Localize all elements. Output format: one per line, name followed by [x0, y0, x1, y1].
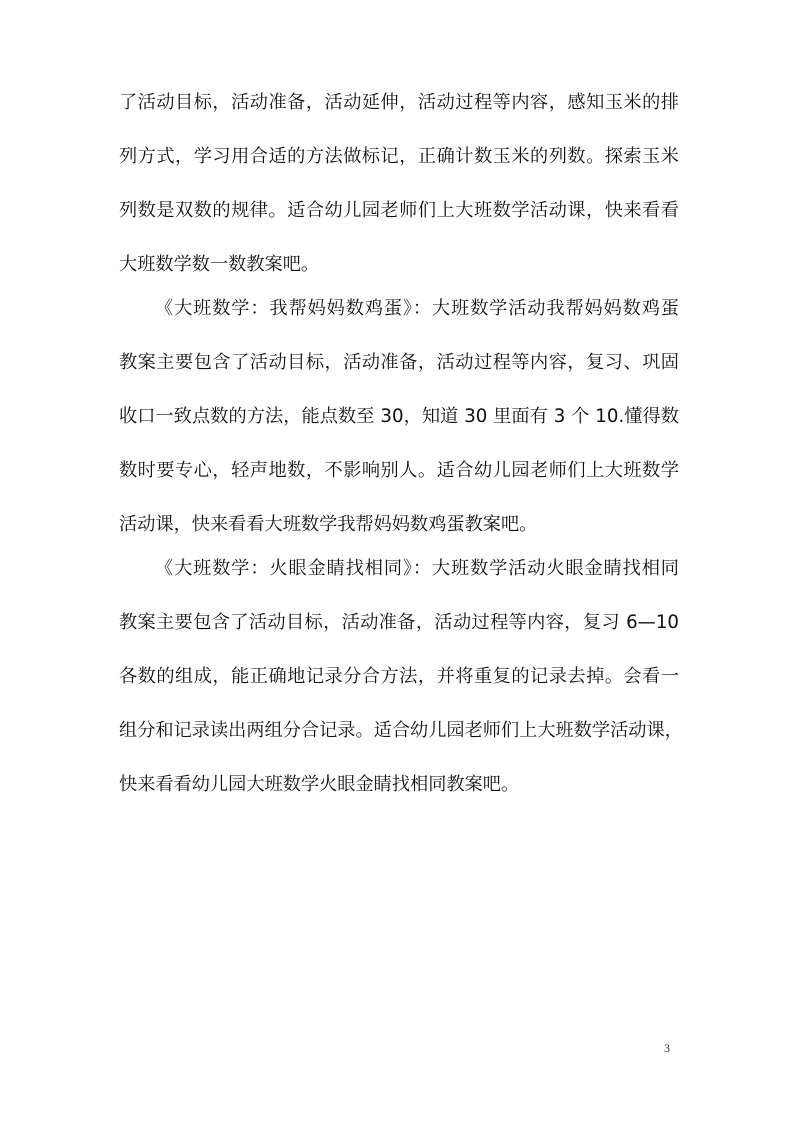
- paragraph-1-line-1: 了活动目标，活动准备，活动延伸，活动过程等内容，感知玉米的排: [119, 92, 679, 113]
- paragraph-3-line-1: 《大班数学：火眼金睛找相同》：大班数学活动火眼金睛找相同: [155, 558, 679, 579]
- paragraph-3-line-5: 快来看看幼儿园大班数学火眼金睛找相同教案吧。: [119, 774, 520, 795]
- paragraph-3-line-2: 教案主要包含了活动目标，活动准备，活动过程等内容，复习 6—10: [119, 612, 679, 633]
- paragraph-1-line-3: 列数是双数的规律。适合幼儿园老师们上大班数学活动课，快来看看: [119, 200, 679, 221]
- paragraph-2-line-2: 教案主要包含了活动目标，活动准备，活动过程等内容，复习、巩固: [119, 352, 679, 373]
- paragraph-2-line-1: 《大班数学：我帮妈妈数鸡蛋》：大班数学活动我帮妈妈数鸡蛋: [155, 298, 679, 319]
- paragraph-3-line-3: 各数的组成，能正确地记录分合方法，并将重复的记录去掉。会看一: [119, 666, 679, 687]
- paragraph-1-line-4: 大班数学数一数教案吧。: [119, 254, 320, 275]
- paragraph-3-line-4: 组分和记录读出两组分合记录。适合幼儿园老师们上大班数学活动课，: [119, 720, 683, 741]
- paragraph-1-line-2: 列方式，学习用合适的方法做标记，正确计数玉米的列数。探索玉米: [119, 146, 679, 167]
- paragraph-2-line-3: 收口一致点数的方法，能点数至 30，知道 30 里面有 3 个 10.懂得数: [119, 406, 679, 427]
- paragraph-2-line-5: 活动课，快来看看大班数学我帮妈妈数鸡蛋教案吧。: [119, 514, 538, 535]
- page-number: 3: [664, 1041, 670, 1055]
- paragraph-2-line-4: 数时要专心，轻声地数，不影响别人。适合幼儿园老师们上大班数学: [119, 460, 679, 481]
